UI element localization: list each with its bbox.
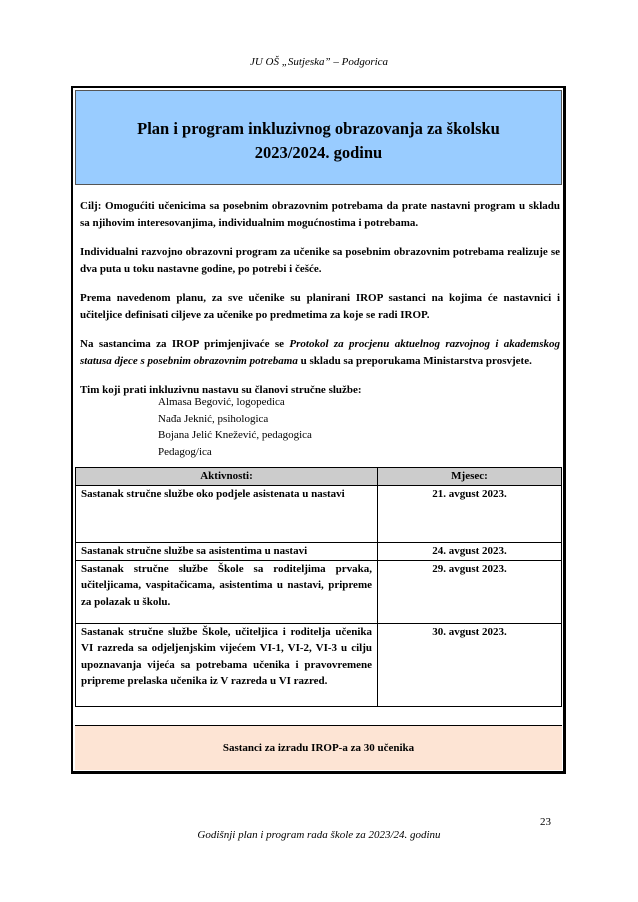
protocol-text-start: Na sastancima za IROP primjenjivaće se	[80, 338, 290, 350]
table-row	[76, 543, 562, 561]
plan-paragraph: Prema navedenom planu, za sve učenike su planirani IROP sastanci na kojima će nastavnici i učiteljice definisati ciljeve za učenike po predmetima za koje se radi IROP.	[80, 292, 560, 321]
team-member: Nađa Jeknić, psihologica	[158, 412, 269, 425]
table-header-row	[76, 468, 562, 486]
month-column-header: Mjesec:	[378, 468, 562, 486]
table-row	[76, 486, 562, 543]
month-cell: 29. avgust 2023.	[378, 560, 562, 623]
activity-cell: Sastanak stručne službe Škole sa roditeljima prvaka, učiteljicama, vaspitačicama, asistentima u nastavi, pripreme za polazak u školu.	[76, 560, 378, 623]
activity-cell: Sastanak stručne službe sa asistentima u nastavi	[76, 543, 378, 561]
summary-box	[75, 725, 562, 770]
month-cell: 21. avgust 2023.	[378, 486, 562, 543]
protocol-title: Protokol za procjenu aktuelnog razvojnog i akademskog statusa djece s posebnim obrazovnim potrebama	[80, 338, 560, 367]
month-cell: 24. avgust 2023.	[378, 543, 562, 561]
table-row	[76, 560, 562, 623]
activity-column-header: Aktivnosti:	[76, 468, 378, 486]
activity-cell: Sastanak stručne službe Škole, učiteljica i roditelja učenika VI razreda sa odjeljenjskim vijećem VI-1, VI-2, VI-3 u cilju upoznavanja vijeća sa potrebama učenika i pravovremene pripreme prelaska učenika iz V razreda u VI razred.	[76, 623, 378, 706]
table-row	[76, 623, 562, 706]
activities-table	[75, 467, 562, 707]
body-text	[80, 198, 560, 412]
activity-cell: Sastanak stručne službe oko podjele asistenata u nastavi	[76, 486, 378, 543]
team-members-list	[158, 394, 312, 460]
protocol-paragraph	[80, 336, 560, 369]
document-frame	[71, 86, 566, 774]
irop-paragraph: Individualni razvojno obrazovni program za učenike sa posebnim obrazovnim potrebama realizuje se dva puta u toku nastavne godine, po potrebi i češće.	[80, 246, 560, 275]
goal-paragraph: Cilj: Omogućiti učenicima sa posebnim obrazovnim potrebama da prate nastavni program u skladu sa njihovim interesovanjima, individualnim mogućnostima i potrebama.	[80, 200, 560, 229]
page-number: 23	[540, 816, 551, 828]
page-header: JU OŠ „Sutjeska” – Podgorica	[249, 56, 389, 68]
team-title: Tim koji prati inkluzivnu nastavu su članovi stručne službe:	[80, 384, 362, 396]
month-cell: 30. avgust 2023.	[378, 623, 562, 706]
team-member: Bojana Jelić Knežević, pedagogica	[158, 429, 312, 441]
page-footer: Godišnji plan i program rada škole za 2023/24. godinu	[197, 829, 441, 841]
title-box	[75, 90, 562, 185]
summary-text: Sastanci za izradu IROP-a za 30 učenika	[222, 742, 415, 754]
page-title: Plan i program inkluzivnog obrazovanja za školsku 2023/2024. godinu	[137, 118, 500, 162]
protocol-text-end: u skladu sa preporukama Ministarstva prosvjete.	[297, 354, 532, 367]
team-member: Almasa Begović, logopedica	[158, 396, 285, 408]
team-member: Pedagog/ica	[158, 445, 212, 458]
